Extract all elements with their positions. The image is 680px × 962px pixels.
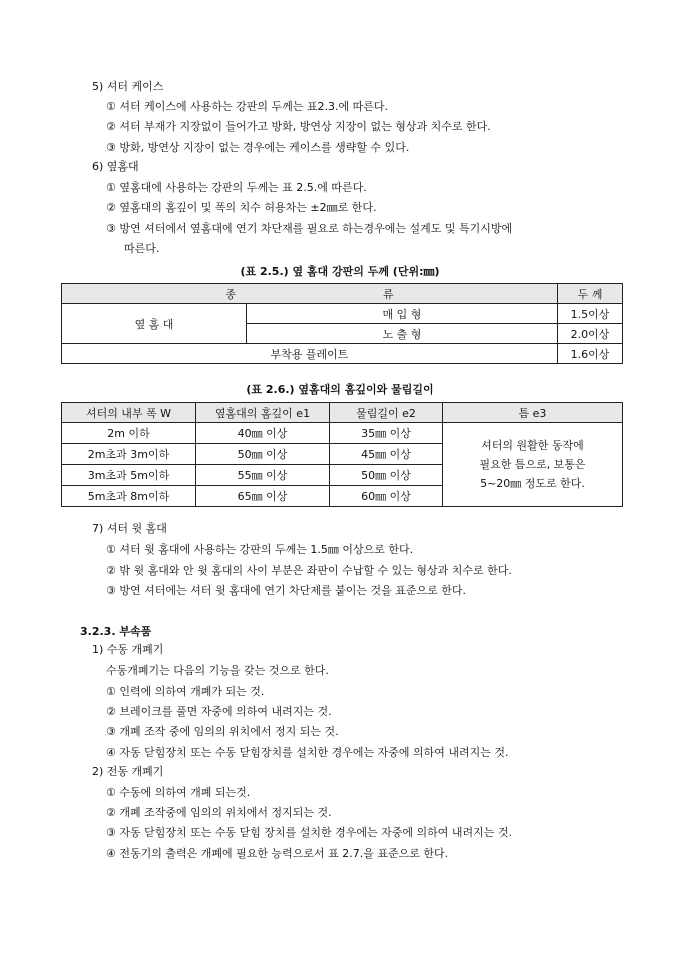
table-cell: 2m초과 3m이하 bbox=[62, 444, 196, 465]
note-line: 셔터의 원활한 동작에 bbox=[481, 439, 584, 452]
table-cell: 2.0이상 bbox=[557, 324, 622, 344]
table-header: 셔터의 내부 폭 W bbox=[62, 403, 196, 423]
list-item: ① 셔터 케이스에 사용하는 강판의 두께는 표2.3.에 따른다. bbox=[106, 100, 388, 113]
electric-opener-heading: 2) 전동 개폐기 bbox=[92, 765, 164, 778]
list-item: ③ 개폐 조작 중에 임의의 위치에서 정지 되는 것. bbox=[106, 725, 339, 738]
table-cell: 40㎜ 이상 bbox=[196, 423, 330, 444]
table-cell: 1.6이상 bbox=[557, 344, 622, 364]
section-title: 3.2.3. 부속품 bbox=[80, 625, 152, 638]
list-item: ① 옆홈대에 사용하는 강판의 두께는 표 2.5.에 따른다. bbox=[106, 181, 367, 194]
table-note-cell bbox=[443, 423, 623, 507]
table-2-5-caption: (표 2.5.) 옆 홈대 강판의 두께 (단위:㎜) bbox=[240, 265, 440, 278]
table-header: 두 께 bbox=[557, 284, 622, 304]
table-cell: 35㎜ 이상 bbox=[330, 423, 443, 444]
list-item: ③ 자동 닫힘장치 또는 수동 닫힘 장치를 설치한 경우에는 자중에 의하여 내려지는 것. bbox=[106, 826, 512, 839]
table-cell: 55㎜ 이상 bbox=[196, 465, 330, 486]
table-cell: 매 입 형 bbox=[247, 304, 558, 324]
table-2-6-caption: (표 2.6.) 옆홈대의 홈깊이와 물림길이 bbox=[246, 383, 434, 396]
list-item: ② 옆홈대의 홈깊이 및 폭의 치수 허용차는 ±2㎜로 한다. bbox=[106, 201, 377, 214]
table-cell: 65㎜ 이상 bbox=[196, 486, 330, 507]
list-item: ② 브레이크를 풀면 자중에 의하여 내려지는 것. bbox=[106, 705, 332, 718]
table-2-5 bbox=[61, 283, 623, 364]
list-item: ① 수동에 의하여 개폐 되는것. bbox=[106, 786, 251, 799]
table-cell: 2m 이하 bbox=[62, 423, 196, 444]
note-line: 5~20㎜ 정도로 한다. bbox=[480, 477, 585, 490]
table-header: 물림길이 e2 bbox=[330, 403, 443, 423]
note-line: 필요한 틈으로, 보통은 bbox=[479, 458, 586, 471]
list-item-continuation: 따른다. bbox=[124, 242, 160, 255]
table-cell: 부착용 플레이트 bbox=[62, 344, 558, 364]
manual-opener-heading: 1) 수동 개폐기 bbox=[92, 643, 164, 656]
table-header: 틈 e3 bbox=[443, 403, 623, 423]
list-item: ③ 방연 셔터에서 옆홈대에 연기 차단재를 필요로 하는경우에는 설계도 및 특기시방에 bbox=[106, 222, 513, 235]
section-7-heading: 7) 셔터 윗 홈대 bbox=[92, 522, 167, 535]
table-cell: 1.5이상 bbox=[557, 304, 622, 324]
header-kind-1: 종 bbox=[225, 287, 236, 301]
header-kind-2: 류 bbox=[382, 287, 394, 301]
table-cell: 노 출 형 bbox=[247, 324, 558, 344]
table-2-6 bbox=[61, 402, 623, 507]
list-item: ④ 전동기의 출력은 개폐에 필요한 능력으로서 표 2.7.을 표준으로 한다. bbox=[106, 847, 449, 860]
table-cell: 5m초과 8m이하 bbox=[62, 486, 196, 507]
list-item: ① 인력에 의하여 개폐가 되는 것. bbox=[106, 685, 265, 698]
list-item: ④ 자동 닫힘장치 또는 수동 닫힘장치를 설치한 경우에는 자중에 의하여 내려지는 것. bbox=[106, 746, 509, 759]
list-item: ② 셔터 부재가 지장없이 들어가고 방화, 방연상 지장이 없는 형상과 치수로 한다. bbox=[106, 120, 491, 133]
list-item: ③ 방화, 방연상 지장이 없는 경우에는 케이스를 생략할 수 있다. bbox=[106, 141, 410, 154]
manual-opener-intro: 수동개폐기는 다음의 기능을 갖는 것으로 한다. bbox=[106, 664, 329, 677]
table-header: 옆홈대의 홈깊이 e1 bbox=[196, 403, 330, 423]
list-item: ② 밖 윗 홈대와 안 윗 홈대의 사이 부분은 좌판이 수납할 수 있는 형상과 치수로 한다. bbox=[106, 564, 512, 577]
table-row-group-label: 옆 홈 대 bbox=[62, 304, 247, 344]
list-item: ② 개폐 조작중에 임의의 위치에서 정지되는 것. bbox=[106, 806, 332, 819]
table-cell: 60㎜ 이상 bbox=[330, 486, 443, 507]
list-item: ③ 방연 셔터에는 셔터 윗 홈대에 연기 차단제를 붙이는 것을 표준으로 한다. bbox=[106, 584, 466, 597]
table-cell: 50㎜ 이상 bbox=[330, 465, 443, 486]
section-5-heading: 5) 셔터 케이스 bbox=[92, 80, 164, 93]
section-6-heading: 6) 옆홈대 bbox=[92, 160, 139, 173]
list-item: ① 셔터 윗 홈대에 사용하는 강판의 두께는 1.5㎜ 이상으로 한다. bbox=[106, 543, 414, 556]
table-cell: 50㎜ 이상 bbox=[196, 444, 330, 465]
table-cell: 3m초과 5m이하 bbox=[62, 465, 196, 486]
table-header bbox=[62, 284, 558, 304]
table-cell: 45㎜ 이상 bbox=[330, 444, 443, 465]
